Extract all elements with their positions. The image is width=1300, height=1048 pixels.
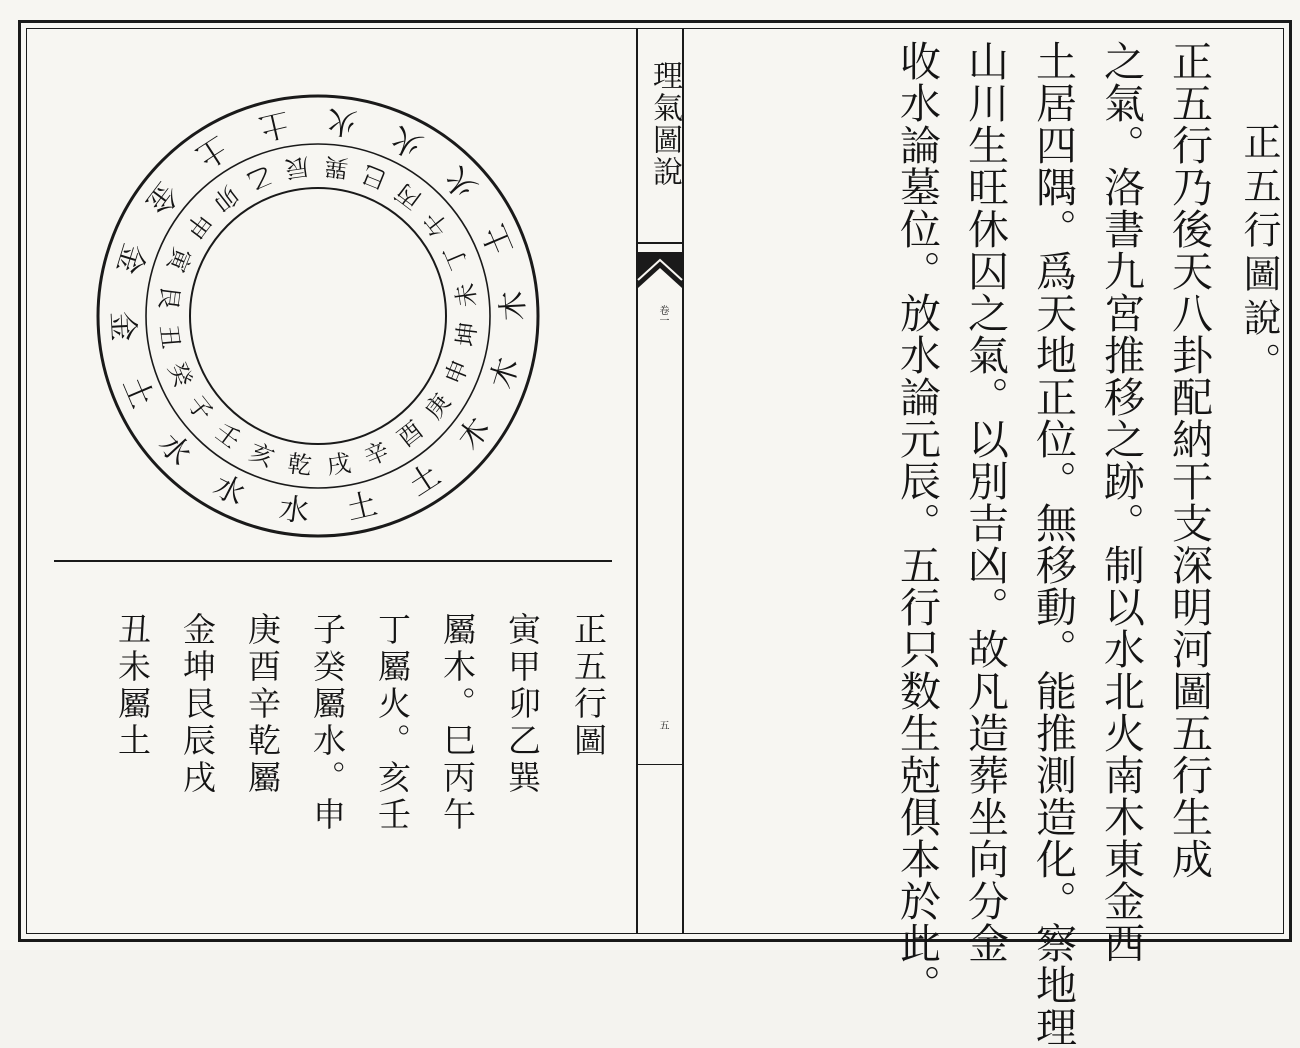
left-text-column: 丑未屬土: [113, 612, 152, 760]
body-column: 收水論墓位。放水論元辰。五行只数生尅俱本於此。: [893, 40, 941, 1006]
inner-ring-label: 辛: [360, 436, 394, 472]
inner-ring-label: 辰: [283, 151, 311, 184]
inner-ring-label: 寅: [161, 243, 197, 277]
inner-ring-label: 巽: [322, 151, 350, 183]
outer-ring-label: 土: [115, 371, 160, 414]
spine-left-rule: [636, 28, 638, 934]
inner-ring-label: 子: [181, 390, 219, 427]
left-text-column: 庚酉辛乾屬: [243, 612, 282, 797]
body-column: 土居四隅。爲天地正位。無移動。能推測造化。察地理: [1029, 40, 1077, 1048]
inner-ring-label: 未: [450, 281, 483, 309]
outer-ring-labels: [104, 102, 532, 529]
outer-ring-label: 水: [277, 491, 312, 530]
left-page-title: 正五行圖: [569, 612, 608, 760]
volume-label: 卷一: [657, 305, 668, 325]
right-page-title: 正五行圖說。: [1237, 122, 1281, 386]
left-text-column: 金坤艮辰戌: [178, 612, 217, 797]
outer-ring-label: 土: [189, 128, 234, 175]
inner-ring-label: 卯: [207, 179, 244, 217]
outer-ring-label: 土: [402, 457, 447, 504]
outer-ring-label: 土: [255, 104, 293, 146]
outer-ring-label: 水: [151, 426, 198, 473]
inner-ring-label: 戌: [325, 448, 353, 481]
spine-title: 理氣圖說: [647, 60, 682, 188]
inner-ring-label: 午: [417, 205, 455, 242]
outer-ring-label: 金: [109, 239, 152, 279]
left-text-column: 寅甲卯乙巽: [503, 612, 542, 797]
inner-ring-label: 酉: [392, 415, 429, 453]
inner-ring-label: 乾: [286, 449, 314, 481]
body-column: 山川生旺休囚之氣。以別吉凶。故凡造葬坐向分金: [961, 40, 1009, 964]
outer-ring-label: 水: [207, 468, 251, 514]
outer-ring-label: 木: [451, 411, 498, 457]
outer-ring-label: 土: [476, 218, 521, 261]
inner-ring-label: 丁: [438, 240, 474, 274]
outer-ring-label: 火: [324, 102, 359, 141]
inner-ring-label: 甲: [179, 207, 217, 244]
outer-ring-label: 木: [495, 289, 532, 322]
fishtail-mark: [636, 250, 684, 290]
inner-ring-label: 庚: [419, 388, 457, 425]
inner-ring-labels: [151, 151, 483, 481]
spine-divider-low: [636, 764, 684, 765]
inner-ring-label: 巳: [357, 159, 391, 195]
left-text-column: 子癸屬水。申: [308, 612, 347, 834]
inner-ring-label: 申: [439, 355, 475, 389]
five-elements-wheel: [88, 86, 548, 546]
inner-ring-label: 坤: [451, 320, 483, 348]
outer-ring-label: 火: [438, 159, 485, 206]
spine-divider-top: [636, 242, 684, 244]
outer-ring-label: 金: [138, 175, 185, 221]
inner-ring-label: 艮: [153, 284, 185, 312]
left-text-column: 屬木。巳丙午: [438, 612, 477, 834]
inner-ring-label: 丑: [153, 323, 186, 351]
wheel-outline: [98, 96, 538, 536]
inner-ring-label: 亥: [245, 437, 279, 473]
body-column: 正五行乃後天八卦配納干支深明河圖五行生成: [1165, 40, 1213, 880]
inner-ring-label: 乙: [242, 160, 276, 196]
outer-ring-label: 火: [385, 118, 429, 164]
body-column: 之氣。洛書九宮推移之跡。制以水北火南木東金西: [1097, 40, 1145, 964]
inner-ring-label: 癸: [162, 358, 198, 392]
outer-ring-label: 木: [484, 353, 527, 393]
page-number: 五: [657, 720, 668, 730]
left-text-column: 丁屬火。亥壬: [373, 612, 412, 834]
left-page-divider: [54, 560, 612, 562]
outer-ring-label: 金: [104, 310, 141, 343]
outer-ring-label: 土: [343, 486, 381, 528]
inner-ring-label: 丙: [390, 177, 427, 215]
inner-ring-label: 壬: [209, 417, 246, 455]
